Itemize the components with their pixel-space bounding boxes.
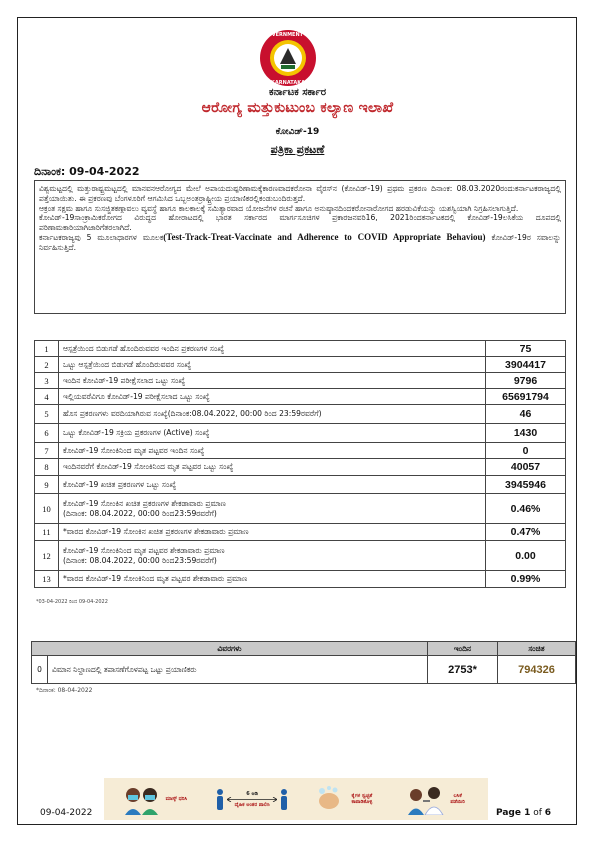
row-label: ಇಂದಿನವರೆಗೆ ಕೋವಿಡ್-19 ಸೋಂಕಿನಿಂದ ಮೃತ ಪಟ್ಟವರ ಒಟ್ಟು ಸಂಖ್ಯೆ: [59, 459, 486, 476]
page-total: 6: [544, 808, 552, 818]
row-value: 0.46%: [486, 494, 566, 524]
row-value: 1430: [486, 424, 566, 443]
row-number: 2: [35, 357, 59, 373]
row-number: 3: [35, 373, 59, 389]
intro-text: ಕೋವಿಡ್-19ರ ಸವಾಲನ್ನು ನಿರ್ವಹಿಸುತ್ತಿದೆ.: [39, 232, 561, 252]
intro-text: ಕರ್ನಾಟಕರಾಜ್ಯವು 5 ಮೂಲಾಧಾರಗಳ ಮೂಲಕ: [39, 232, 164, 242]
row-label: ಕೋವಿಡ್-19 ಖಚಿತ ಪ್ರಕರಣಗಳ ಒಟ್ಟು ಸಂಖ್ಯೆ: [59, 476, 486, 494]
row-number: 12: [35, 541, 59, 571]
table-row: [35, 459, 566, 476]
column-header-cumulative: ಸಂಚಿತ: [498, 642, 576, 656]
row-label: ಒಟ್ಟು ಆಸ್ಪತ್ರೆಯಿಂದ ಬಿಡುಗಡೆ ಹೊಂದಿರುವವರ ಸಂಖ್ಯೆ: [59, 357, 486, 373]
row-value: 0.99%: [486, 571, 566, 588]
banner-mask-label: ಮಾಸ್ಕ್ ಧರಿಸಿ: [165, 796, 188, 802]
banner-distance-value: 6 ಅಡಿ: [246, 790, 258, 797]
table-header-row: [32, 642, 576, 656]
weekly-range-note: *03-04-2022 ರಿಂದ 09-04-2022: [36, 599, 108, 605]
banner-distance-label: ದೈಹಿಕ ಅಂತರ ಪಾಲಿಸಿ: [234, 801, 270, 808]
covid-appropriate-behaviour-banner: [104, 778, 488, 820]
row-value: 0.00: [486, 541, 566, 571]
intro-box: [34, 180, 566, 314]
intro-strategy-text: (Test-Track-Treat-Vaccinate and Adherence to COVID Appropriate Behaviou): [163, 231, 486, 242]
row-value: 75: [486, 341, 566, 357]
row-label: ಒಟ್ಟು ಕೋವಿಡ್-19 ಸಕ್ರಿಯ ಪ್ರಕರಣಗಳ (Active) ಸಂಖ್ಯೆ: [59, 424, 486, 443]
mask-wearing-icon: [123, 783, 161, 815]
row-value-today: 2753*: [428, 656, 498, 684]
banner-vaccine-label: ಲಸಿಕೆ ಪಡೆಯಿರಿ: [450, 793, 465, 805]
banner-item-mask: [123, 783, 188, 815]
government-name: ಕರ್ನಾಟಕ ಸರ್ಕಾರ: [268, 87, 327, 98]
row-number: 6: [35, 424, 59, 443]
row-label: ವಿಮಾನ ನಿಲ್ದಾಣದಲ್ಲಿ ತಪಾಸಣೆಗೊಳಪಟ್ಟ ಒಟ್ಟು ಪ್ರಯಾಣಿಕರು: [48, 656, 428, 684]
page-of: of: [530, 808, 545, 818]
intro-paragraph: [39, 233, 561, 253]
screening-date-note: *ದಿನಾಂಕ: 08-04-2022: [36, 687, 93, 694]
row-value: 9796: [486, 373, 566, 389]
table-row: [35, 541, 566, 571]
row-label: ಆಸ್ಪತ್ರೆಯಿಂದ ಬಿಡುಗಡೆ ಹೊಂದಿರುವವರ ಇಂದಿನ ಪ್ರಕರಣಗಳ ಸಂಖ್ಯೆ: [59, 341, 486, 357]
row-label: ಇಂದಿನ ಕೋವಿಡ್-19 ಪರೀಕ್ಷೆಸಲಾದ ಒಟ್ಟು ಸಂಖ್ಯೆ: [59, 373, 486, 389]
row-label: *ವಾರದ ಕೋವಿಡ್-19 ಸೋಂಕಿನ ಖಚಿತ ಪ್ರಕರಣಗಳ ಶೇಕಡಾವಾರು ಪ್ರಮಾಣ: [59, 524, 486, 541]
table-row: [35, 476, 566, 494]
row-label: ಹೊಸ ಪ್ರಕರಣಗಳು ವರದಿಯಾಗಿರುವ ಸಂಖ್ಯೆ(ದಿನಾಂಕ:08.04.2022, 00:00 ರಿಂದ 23:59ರವರೆಗೆ): [59, 405, 486, 424]
row-label-date: (ದಿನಾಂಕ: 08.04.2022, 00:00 ರಿಂದ23:59ರವರೆಗೆ): [63, 555, 217, 565]
table-row: [35, 341, 566, 357]
row-label: *ವಾರದ ಕೋವಿಡ್-19 ಸೋಂಕಿನಿಂದ ಮೃತ ಪಟ್ಟವರ ಶೇಕಡಾವಾರು ಪ್ರಮಾಣ: [59, 571, 486, 588]
page-label: Page: [496, 808, 525, 818]
banner-item-handwash: [316, 785, 379, 813]
table-row: [35, 357, 566, 373]
footer-date: 09-04-2022: [40, 808, 93, 818]
row-value: 3904417: [486, 357, 566, 373]
row-value: 3945946: [486, 476, 566, 494]
table-row: [35, 524, 566, 541]
airport-screening-table: [31, 641, 576, 684]
banner-item-vaccine: [406, 783, 469, 815]
row-value: 65691794: [486, 389, 566, 405]
column-header-details: ವಿವರಗಳು: [32, 642, 428, 656]
row-number: 5: [35, 405, 59, 424]
svg-text:KARNATAKA: KARNATAKA: [271, 80, 305, 86]
row-label-line: ಕೋವಿಡ್-19 ಸೋಂಕಿನ ಖಚಿತ ಪ್ರಕರಣಗಳ ಶೇಕಡಾವಾರು ಪ್ರಮಾಣ: [63, 498, 226, 508]
table-row: [35, 424, 566, 443]
karnataka-emblem-icon: [258, 28, 318, 88]
intro-paragraph: ಆಕ್ರಂತ ಸಕ್ಷಮ ಹಾಗೂ ಸುಸಜ್ಜಿತಕಣ್ಗಾವಲು ವ್ಯವಸ್ಥೆ ಹಾಗೂ ಕಾಲಕಾಲಕ್ಕೆ ಸಮಿತ್ಯಾರವಾದ ಯೋಜನೆಗಳ ರಚನೆ ಹಾಗೂ ಅನುಷ್ಠಾನದಿಂದಕರೋನಾರೋಗದ ಹರಡುವಿಕೆಯನ್ನು ಯಶಸ್ವಿಯಾಗಿ ನಿಗ್ರಹಿಸಲಾಗುತ್ತಿದೆ.: [39, 203, 519, 213]
person-icon: [215, 788, 225, 810]
row-label-date: (ದಿನಾಂಕ: 08.04.2022, 00:00 ರಿಂದ23:59ರವರೆಗೆ): [63, 508, 217, 518]
intro-paragraph: ವಿಶ್ವಮಟ್ಟದಲ್ಲಿ ಮತ್ತುರಾಷ್ಟ್ರಮಟ್ಟದಲ್ಲಿ ಮಾನವನಆರೋಗ್ಯದ ಮೇಲೆ ಅಪಾಯದುಷ್ಪರಿಣಾಮಕ್ಕೆಕಾರಣವಾದಕರೋನಾ ವೈರಸ್‌ನ (ಕೋವಿಡ್-19) ಪ್ರಥಮ ಪ್ರಕರಣ ದಿನಾಂಕ: 08.03.2020ರಂದುಕರ್ನಾಟಕರಾಜ್ಯದಲ್ಲಿ ಪತ್ತೆಯಾಯಿತು. ಈ ಪ್ರಕರಣವು ಬೆಂಗಳೂರಿಗೆ ಆಗಮಿಸಿದ ಒಬ್ಬಅಂತರ್ರಾಷ್ಟ್ರೀಯ ಪ್ರಯಾಣಿಕರಲ್ಲಿಕಂಡುಬಂದಿರುತ್ತದೆ.: [39, 184, 561, 203]
department-title: ಆರೋಗ್ಯ ಮತ್ತುಕುಟುಂಬ ಕಲ್ಯಾಣ ಇಲಾಖೆ: [201, 100, 394, 116]
row-value: 0.47%: [486, 524, 566, 541]
table-row: [35, 494, 566, 524]
row-value: 0: [486, 443, 566, 459]
row-value: 46: [486, 405, 566, 424]
page-number: [496, 808, 551, 818]
person-icon: [279, 788, 289, 810]
row-value: 40057: [486, 459, 566, 476]
row-number: 4: [35, 389, 59, 405]
row-number: 8: [35, 459, 59, 476]
table-row: [35, 571, 566, 588]
row-number: 1: [35, 341, 59, 357]
row-value-cumulative: 794326: [498, 656, 576, 684]
table-row: [35, 443, 566, 459]
row-number: 0: [32, 656, 48, 684]
row-label: [59, 541, 486, 571]
page-current: 1: [524, 808, 531, 818]
row-number: 11: [35, 524, 59, 541]
table-row: [35, 405, 566, 424]
column-header-today: ಇಂದಿನ: [428, 642, 498, 656]
intro-paragraph: ಕೋವಿಡ್-19ಸಾಂಕ್ರಾಮಿಕರೋಗದ ವಿರುದ್ಧದ ಹೋರಾಟದಲ್ಲಿ ಭಾರತ ಸರ್ಕಾರದ ಮಾರ್ಗಸೂಚಿಗಳ ಪ್ರಕಾರಜನವರಿ16, 2021ರಿಂದಕರ್ನಾಟಕದಲ್ಲಿ ಕೋವಿಡ್-19ಲಸಿಕೆಯ ದೂಪದಲ್ಲಿ ಪರಿಣಾಮಕಾರಿಯಾಗಿಜಾರಿಗೆತರಲಾಗಿದೆ.: [39, 213, 561, 233]
row-label: ಇಲ್ಲಿಯವರೆವಿಗೂ ಕೋವಿಡ್-19 ಪರೀಕ್ಷೆಸಲಾದ ಒಟ್ಟು ಸಂಖ್ಯೆ: [59, 389, 486, 405]
row-number: 10: [35, 494, 59, 524]
handwash-icon: [316, 785, 342, 813]
subject-title: ಕೋವಿಡ್-19: [275, 127, 320, 137]
row-number: 7: [35, 443, 59, 459]
row-number: 13: [35, 571, 59, 588]
release-date: ದಿನಾಂಕ: 09-04-2022: [34, 165, 140, 178]
row-number: 9: [35, 476, 59, 494]
banner-handwash-label: ಕೈಗಳ ಸ್ವಚ್ಛತೆ ಕಾಪಾಡಿಕೊಳ್ಳಿ: [351, 793, 373, 805]
press-release-title: ಪತ್ರಿಕಾ ಪ್ರಕಟಣೆ: [270, 143, 325, 156]
table-row: [32, 656, 576, 684]
row-label: ಕೋವಿಡ್-19 ಸೋಂಕಿನಿಂದ ಮೃತ ಪಟ್ಟವರ ಇಂದಿನ ಸಂಖ್ಯೆ: [59, 443, 486, 459]
banner-item-distance: [215, 788, 289, 810]
row-label-line: ಕೋವಿಡ್-19 ಸೋಂಕಿನಿಂದ ಮೃತ ಪಟ್ಟವರ ಶೇಕಡಾವಾರು ಪ್ರಮಾಣ: [63, 545, 225, 555]
table-row: [35, 373, 566, 389]
statistics-table: [34, 340, 566, 588]
table-row: [35, 389, 566, 405]
row-label: [59, 494, 486, 524]
svg-text:GOVERNMENT OF: GOVERNMENT OF: [263, 32, 313, 38]
vaccination-icon: [406, 783, 444, 815]
